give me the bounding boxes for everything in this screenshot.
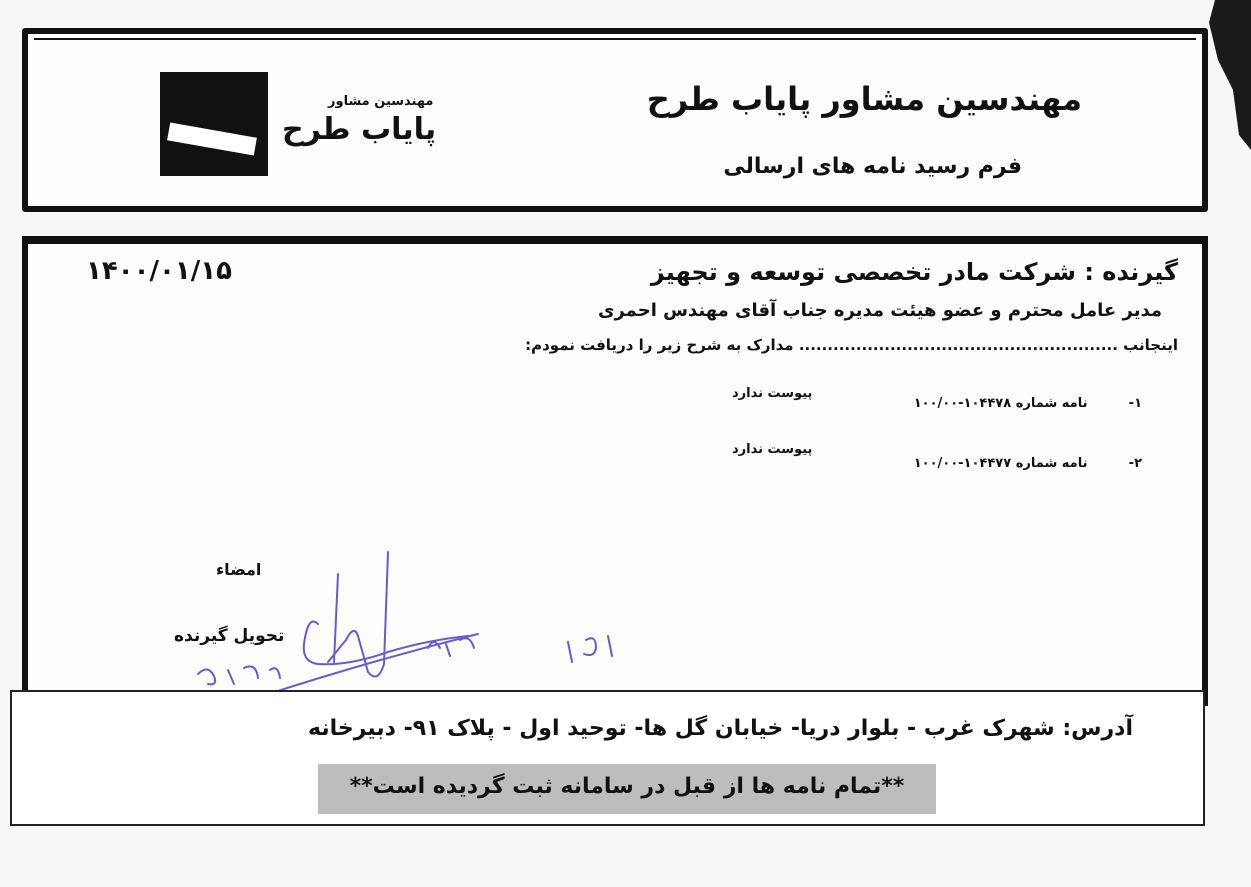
main-box xyxy=(22,236,1208,706)
recipient: گیرنده : شرکت مادر تخصصی توسعه و تجهیز xyxy=(650,258,1178,286)
header-box xyxy=(22,28,1208,212)
letter-number: ۱۰۰/۰۰-۱۰۴۴۷۷ xyxy=(913,456,1012,471)
handwritten-signature xyxy=(178,544,638,714)
date: ۱۴۰۰/۰۱/۱۵ xyxy=(86,256,232,286)
attachment-status: پیوست ندارد xyxy=(732,386,813,401)
header-divider xyxy=(34,38,1196,40)
receipt-statement: اینجانب ........................................................ مدارک به شرح زیر را دریافت نمودم: xyxy=(525,336,1178,354)
company-title: مهندسین مشاور پایاب طرح xyxy=(646,80,1082,118)
attachment-status: پیوست ندارد xyxy=(732,442,813,457)
item-number: ۱- xyxy=(1128,396,1142,411)
list-item xyxy=(914,396,1142,411)
logo-subtitle: مهندسین مشاور xyxy=(328,94,434,109)
signature-label: امضاء xyxy=(216,560,262,579)
item-text: نامه شماره xyxy=(1015,456,1088,471)
list-item xyxy=(914,456,1142,471)
logo-name: پایاب طرح xyxy=(282,112,437,147)
item-text: نامه شماره xyxy=(1015,396,1088,411)
manager-line: مدیر عامل محترم و عضو هیئت مدیره جناب آقای مهندس احمری xyxy=(597,300,1162,321)
notice-banner xyxy=(318,764,936,814)
notice-text: **تمام نامه ها از قبل در سامانه ثبت گردیده است** xyxy=(349,774,905,799)
letter-number: ۱۰۰/۰۰-۱۰۴۴۷۸ xyxy=(913,396,1012,411)
footer-box xyxy=(10,690,1205,826)
item-number: ۲- xyxy=(1128,456,1142,471)
address: آدرس: شهرک غرب - بلوار دریا- خیابان گل ها- توحید اول - پلاک ۹۱- دبیرخانه xyxy=(308,716,1133,741)
deliver-label: تحویل گیرنده xyxy=(174,626,285,646)
form-title: فرم رسید نامه های ارسالی xyxy=(723,154,1022,179)
logo-bar xyxy=(167,122,257,155)
logo-icon xyxy=(160,72,268,176)
